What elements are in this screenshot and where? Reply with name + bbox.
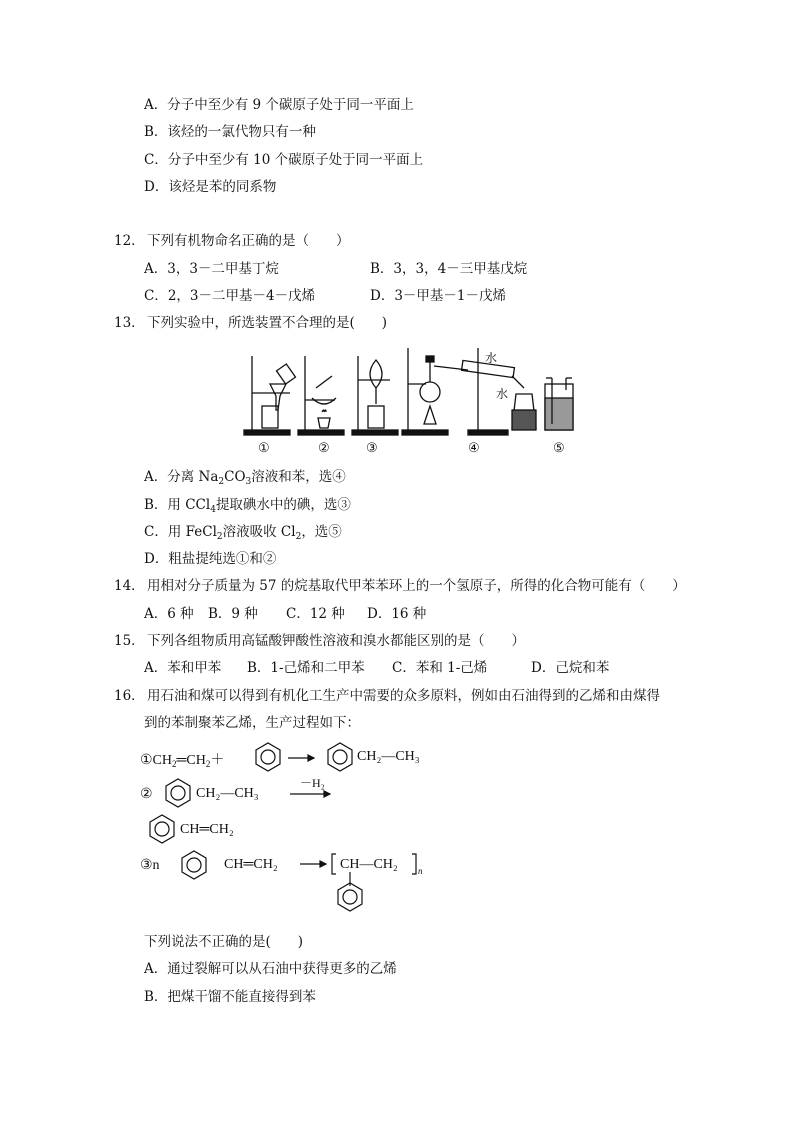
reaction2-ethyl-group: CH₂—CH₃ <box>196 786 259 801</box>
q13-option-d: D．粗盐提纯选①和② <box>144 551 277 567</box>
q15-option-a: A．苯和甲苯 <box>144 660 222 676</box>
q12-option-a: A．3，3－二甲基丁烷 <box>144 261 279 277</box>
reaction1-ethylene: $①CH_2═CH_2+$ <box>140 753 225 769</box>
q13-option-b: B．用 CCl$_4$提取碘水中的碘，选③ <box>144 497 351 515</box>
q15-number: 15． <box>114 633 145 649</box>
water-out-label: 水 <box>496 387 509 401</box>
q11-option-c: C．分子中至少有 10 个碳原子处于同一平面上 <box>144 152 424 168</box>
apparatus-label-1: ① <box>258 440 270 455</box>
lab-apparatus-figure <box>240 348 580 458</box>
q14-option-c: C．12 种 <box>286 606 345 622</box>
q12-option-b: B．3，3，4－三甲基戊烷 <box>370 261 528 277</box>
q15-option-d: D．己烷和苯 <box>531 660 610 676</box>
water-in-label: 水 <box>485 351 498 365</box>
apparatus-label-3: ③ <box>366 440 378 455</box>
apparatus-label-2: ② <box>318 440 330 455</box>
q13-stem: 下列实验中，所选装置不合理的是( ) <box>147 315 388 331</box>
q11-option-d: D．该烃是苯的同系物 <box>144 179 277 195</box>
polymer-n: n <box>418 866 423 876</box>
q14-number: 14． <box>114 578 145 594</box>
q15-option-b: B．1-己烯和二甲苯 <box>247 660 365 676</box>
reaction3-vinyl: CH═CH₂ <box>224 857 278 872</box>
polymer-repeat-unit: CH—CH₂ <box>340 857 398 872</box>
q14-option-b: B．9 种 <box>208 606 258 622</box>
q16-option-a: A．通过裂解可以从石油中获得更多的乙烯 <box>144 961 397 977</box>
q11-option-a: A．分子中至少有 9 个碳原子处于同一平面上 <box>144 97 414 113</box>
q12-number: 12． <box>114 233 145 249</box>
q14-option-a: A．6 种 <box>144 606 194 622</box>
q13-option-c: C．用 FeCl$_2$溶液吸收 $Cl_2$，选⑤ <box>144 524 342 542</box>
q12-option-d: D．3－甲基－1－戊烯 <box>370 288 507 304</box>
q16-option-b: B．把煤干馏不能直接得到苯 <box>144 989 316 1005</box>
apparatus-label-4: ④ <box>468 440 480 455</box>
q13-number: 13． <box>114 315 145 331</box>
q16-stem-line1: 用石油和煤可以得到有机化工生产中需要的众多原料，例如由石油得到的乙烯和由煤得 <box>147 688 660 704</box>
minus-h2-label: －H₂ <box>300 776 325 790</box>
q15-option-c: C．苯和 1-己烯 <box>392 660 488 676</box>
reaction1-ethyl-group: CH₂—CH₃ <box>357 749 420 764</box>
q12-option-c: C．2，3－二甲基－4－戊烯 <box>144 288 316 304</box>
q13-option-a: A．分离 $Na_2CO_3$溶液和苯，选④ <box>144 469 346 487</box>
reaction2-label: ② <box>140 787 153 802</box>
q15-stem: 下列各组物质用高锰酸钾酸性溶液和溴水都能区别的是（ ） <box>147 633 525 649</box>
q12-stem: 下列有机物命名正确的是（ ） <box>147 233 350 249</box>
q16-number: 16． <box>114 688 145 704</box>
q14-stem: 用相对分子质量为 57 的烷基取代甲苯苯环上的一个氢原子，所得的化合物可能有（ ） <box>147 578 686 594</box>
q16-question: 下列说法不正确的是( ) <box>144 934 304 950</box>
apparatus-label-5: ⑤ <box>553 440 565 455</box>
q11-option-b: B．该烃的一氯代物只有一种 <box>144 124 316 140</box>
q16-stem-line2: 到的苯制聚苯乙烯，生产过程如下： <box>144 715 360 731</box>
reaction2-product-vinyl: CH═CH₂ <box>180 822 234 837</box>
q14-option-d: D．16 种 <box>367 606 427 622</box>
reaction3-label: ③n <box>140 858 160 873</box>
